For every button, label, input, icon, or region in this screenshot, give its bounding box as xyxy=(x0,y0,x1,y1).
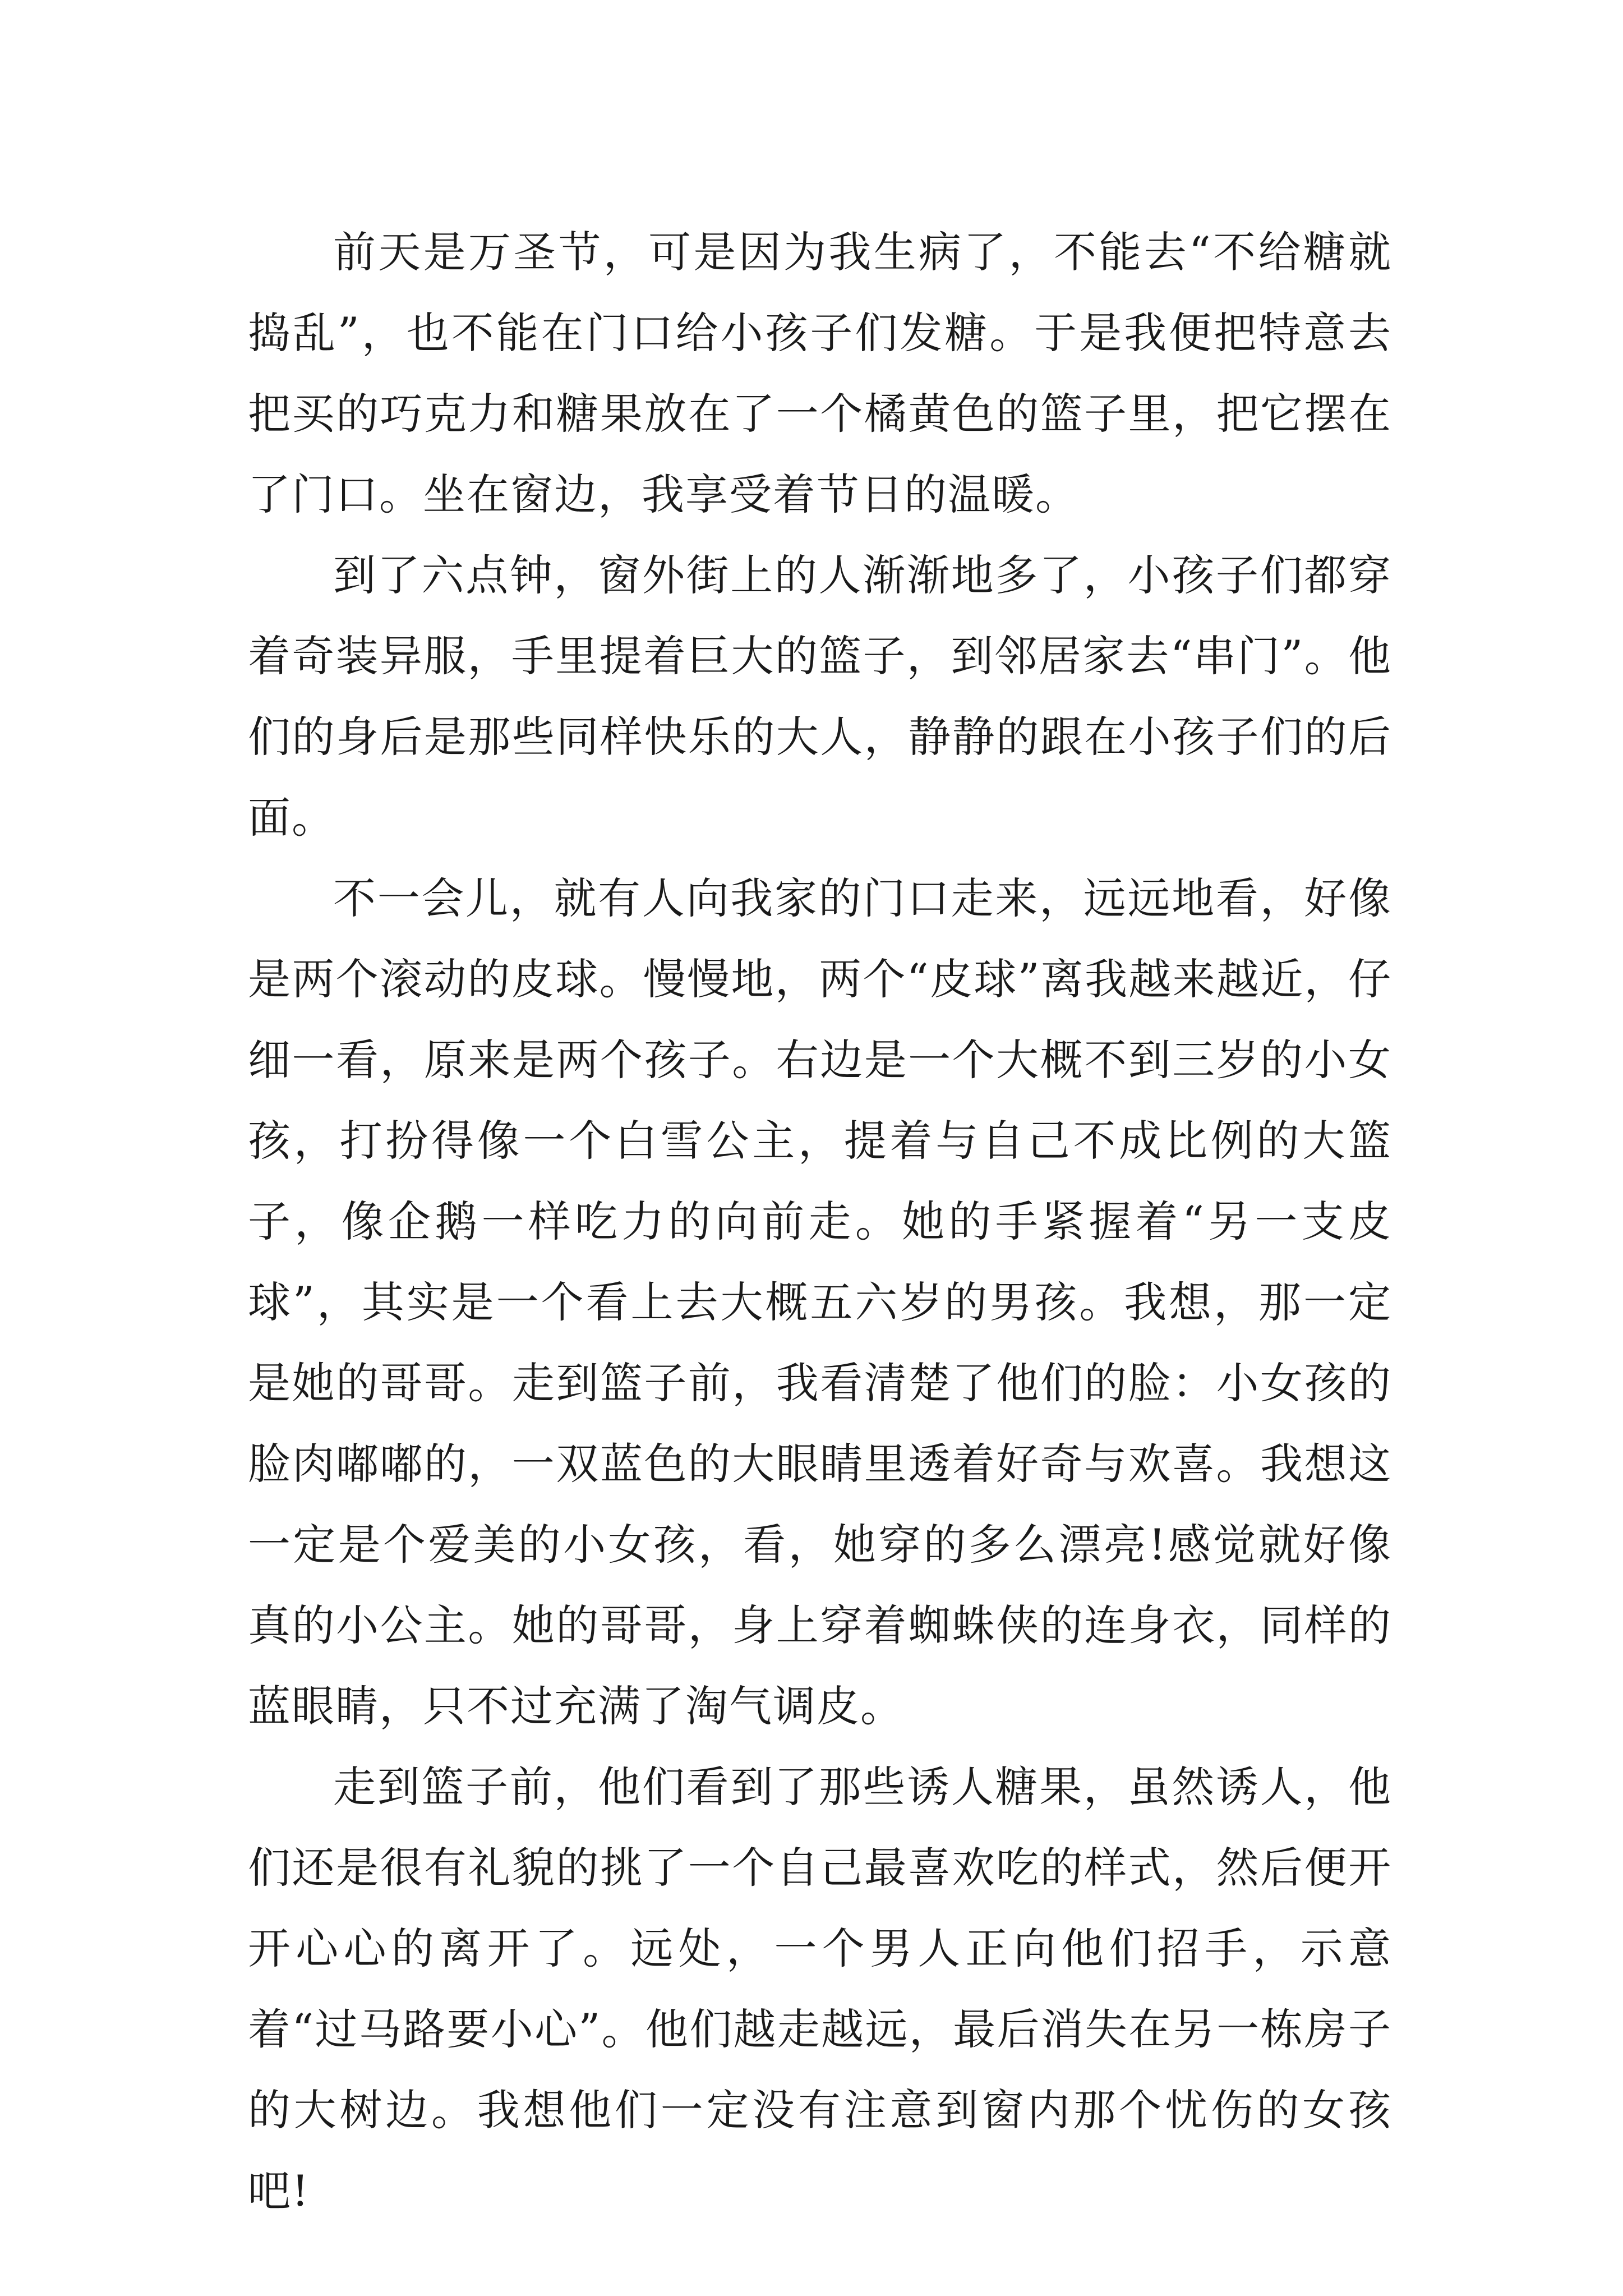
paragraph-3: 不一会儿，就有人向我家的门口走来，远远地看，好像是两个滚动的皮球。慢慢地，两个“皮球”离我越来越近，仔细一看，原来是两个孩子。右边是一个大概不到三岁的小女孩，打扮得像一个白雪公主，提着与自己不成比例的大篮子，像企鹅一样吃力的向前走。她的手紧握着“另一支皮球”，其实是一个看上去大概五六岁的男孩。我想，那一定是她的哥哥。走到篮子前，我看清楚了他们的脸：小女孩的脸肉嘟嘟的，一双蓝色的大眼睛里透着好奇与欢喜。我想这一定是个爱美的小女孩，看，她穿的多么漂亮!感觉就好像真的小公主。她的哥哥，身上穿着蜘蛛侠的连身衣，同样的蓝眼睛，只不过充满了淘气调皮。 xyxy=(248,873,1392,1731)
document-body xyxy=(248,212,1392,2231)
paragraph-4: 走到篮子前，他们看到了那些诱人糖果，虽然诱人，他们还是很有礼貌的挑了一个自己最喜欢吃的样式，然后便开开心心的离开了。远处，一个男人正向他们招手，示意着“过马路要小心”。他们越走越远，最后消失在另一栋房子的大树边。我想他们一定没有注意到窗内那个忧伤的女孩吧! xyxy=(248,1762,1392,2216)
paragraph-1: 前天是万圣节，可是因为我生病了，不能去“不给糖就捣乱”，也不能在门口给小孩子们发糖。于是我便把特意去把买的巧克力和糖果放在了一个橘黄色的篮子里，把它摆在了门口。坐在窗边，我享受着节日的温暖。 xyxy=(248,227,1392,519)
paragraph-2: 到了六点钟，窗外街上的人渐渐地多了，小孩子们都穿着奇装异服，手里提着巨大的篮子，到邻居家去“串门”。他们的身后是那些同样快乐的大人，静静的跟在小孩子们的后面。 xyxy=(248,550,1392,843)
